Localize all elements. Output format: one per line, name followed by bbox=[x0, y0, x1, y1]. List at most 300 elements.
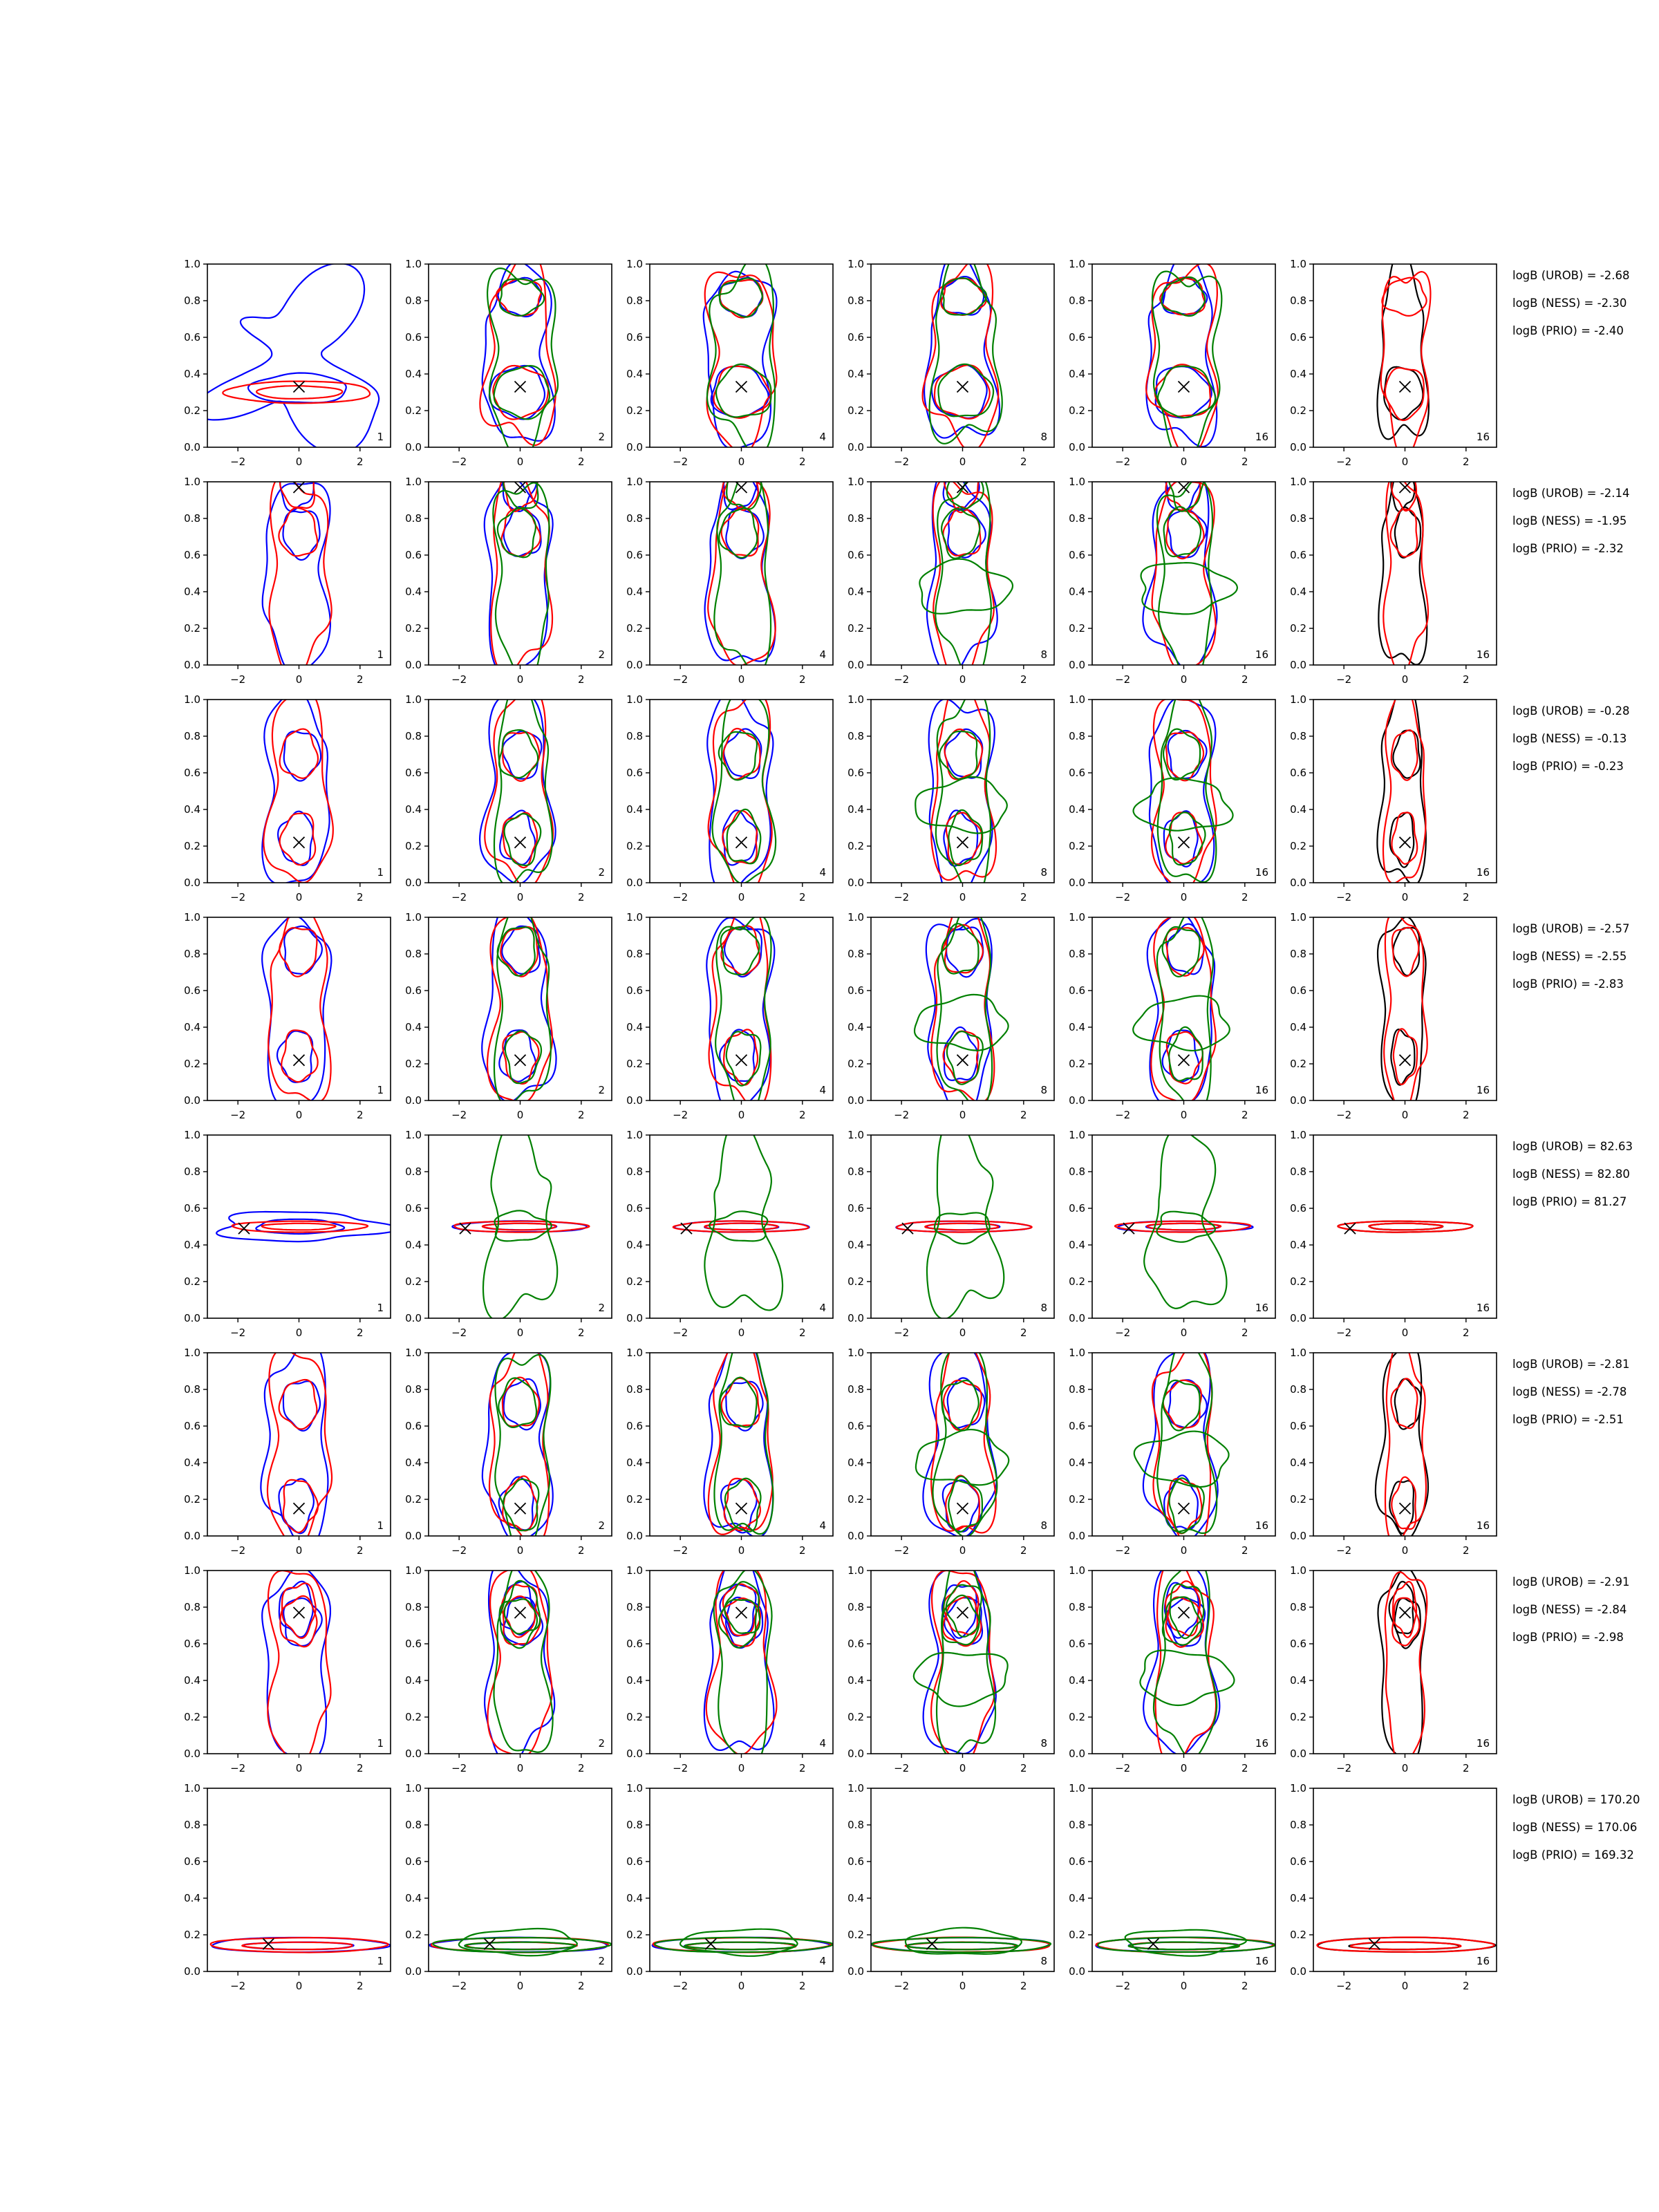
true-value-marker bbox=[957, 1055, 968, 1066]
y-tick-label: 1.0 bbox=[626, 693, 643, 706]
y-tick-label: 1.0 bbox=[1290, 476, 1306, 488]
y-tick-label: 0.0 bbox=[405, 1094, 422, 1107]
logb-ness: logB (NESS) = 170.06 bbox=[1512, 1821, 1638, 1834]
y-tick-label: 0.8 bbox=[847, 948, 864, 960]
contours bbox=[1378, 912, 1427, 1114]
true-value-marker bbox=[736, 1503, 747, 1514]
y-tick-label: 0.6 bbox=[847, 984, 864, 997]
logb-annotations-row-2 bbox=[1512, 487, 1629, 555]
panel-r3-c4 bbox=[847, 681, 1054, 903]
y-tick-label: 0.8 bbox=[405, 294, 422, 307]
contour-line bbox=[499, 730, 538, 778]
logb-urob: logB (UROB) = -2.57 bbox=[1512, 922, 1630, 935]
y-tick-label: 0.4 bbox=[847, 1239, 864, 1251]
contours bbox=[1134, 1339, 1229, 1551]
panel-label: 4 bbox=[819, 1519, 826, 1532]
x-tick-label: 2 bbox=[1241, 1327, 1248, 1339]
y-tick-label: 0.0 bbox=[1290, 1094, 1306, 1107]
x-tick-label: −2 bbox=[230, 891, 246, 903]
contour-line bbox=[923, 258, 999, 451]
contours bbox=[1133, 909, 1230, 1112]
y-tick-label: 1.0 bbox=[1290, 1782, 1306, 1794]
contours bbox=[482, 1339, 553, 1555]
axes-frame bbox=[1092, 700, 1275, 883]
y-tick-label: 0.8 bbox=[1290, 948, 1306, 960]
x-tick-label: 0 bbox=[1180, 1544, 1188, 1557]
panel-label: 16 bbox=[1476, 1084, 1490, 1096]
panel-label: 8 bbox=[1040, 648, 1047, 661]
true-value-marker bbox=[705, 1938, 716, 1949]
true-value-marker bbox=[263, 1938, 274, 1949]
contour-line bbox=[493, 366, 548, 420]
y-tick-label: 0.2 bbox=[847, 840, 864, 852]
y-tick-label: 0.6 bbox=[1290, 767, 1306, 779]
y-tick-label: 0.4 bbox=[1069, 1239, 1085, 1251]
x-tick-label: 2 bbox=[1241, 1762, 1248, 1774]
contour-line bbox=[719, 508, 757, 558]
true-value-marker bbox=[515, 382, 526, 393]
true-value-marker bbox=[957, 382, 968, 393]
true-value-marker bbox=[294, 1503, 305, 1514]
panel-label: 16 bbox=[1476, 648, 1490, 661]
contour-line bbox=[1369, 1224, 1443, 1230]
contours bbox=[482, 901, 556, 1105]
y-tick-label: 0.2 bbox=[847, 404, 864, 417]
x-tick-label: 2 bbox=[578, 673, 585, 686]
axes-frame bbox=[1313, 1135, 1497, 1318]
true-value-marker bbox=[736, 837, 747, 848]
y-tick-label: 0.0 bbox=[847, 877, 864, 889]
x-tick-label: 0 bbox=[1401, 1109, 1409, 1121]
y-tick-label: 1.0 bbox=[626, 1782, 643, 1794]
panel-r7-c5 bbox=[1069, 1557, 1275, 1774]
panel-r4-c6 bbox=[1290, 911, 1497, 1121]
x-tick-label: 0 bbox=[738, 891, 745, 903]
y-tick-label: 0.4 bbox=[405, 1021, 422, 1033]
y-tick-label: 0.0 bbox=[847, 1965, 864, 1978]
true-value-marker bbox=[1147, 1938, 1159, 1949]
true-value-marker bbox=[484, 1938, 495, 1949]
contour-line bbox=[268, 903, 330, 1103]
x-tick-label: 2 bbox=[357, 1762, 364, 1774]
y-tick-label: 0.8 bbox=[184, 1819, 200, 1831]
y-tick-label: 0.0 bbox=[405, 1312, 422, 1324]
contours bbox=[707, 691, 776, 897]
contours bbox=[673, 1120, 809, 1311]
panel-r1-c1 bbox=[184, 258, 391, 468]
panel-label: 2 bbox=[598, 1302, 605, 1314]
y-tick-label: 0.2 bbox=[1069, 840, 1085, 852]
x-tick-label: 2 bbox=[1020, 1109, 1027, 1121]
x-tick-label: −2 bbox=[894, 673, 910, 686]
x-tick-label: 0 bbox=[1180, 1980, 1188, 1992]
y-tick-label: 0.0 bbox=[1290, 1747, 1306, 1760]
x-tick-label: −2 bbox=[1336, 1109, 1352, 1121]
x-tick-label: −2 bbox=[673, 1544, 688, 1557]
y-tick-label: 0.2 bbox=[847, 622, 864, 635]
contours bbox=[480, 681, 556, 888]
x-tick-label: −2 bbox=[1336, 1544, 1352, 1557]
panel-r8-c5 bbox=[1069, 1782, 1275, 1992]
contour-line bbox=[500, 927, 537, 977]
x-tick-label: 0 bbox=[295, 673, 303, 686]
contour-line bbox=[721, 927, 760, 975]
true-value-marker bbox=[1179, 1503, 1190, 1514]
x-tick-label: −2 bbox=[894, 1544, 910, 1557]
panel-r1-c4 bbox=[847, 250, 1054, 468]
y-tick-label: 0.6 bbox=[184, 1202, 200, 1215]
contours bbox=[1376, 1338, 1428, 1545]
y-tick-label: 0.4 bbox=[1069, 585, 1085, 598]
true-value-marker bbox=[957, 1503, 968, 1514]
panel-label: 16 bbox=[1476, 866, 1490, 879]
contours bbox=[194, 263, 379, 453]
y-tick-label: 0.6 bbox=[1069, 984, 1085, 997]
y-tick-label: 0.0 bbox=[847, 659, 864, 671]
true-value-marker bbox=[1400, 1503, 1411, 1514]
y-tick-label: 0.8 bbox=[847, 512, 864, 525]
y-tick-label: 0.4 bbox=[1290, 368, 1306, 380]
panel-label: 8 bbox=[1040, 866, 1047, 879]
panel-label: 1 bbox=[377, 1519, 384, 1532]
panel-r4-c5 bbox=[1069, 909, 1275, 1121]
contour-line bbox=[1394, 1029, 1417, 1085]
y-tick-label: 0.4 bbox=[184, 1674, 200, 1687]
axes-frame bbox=[1313, 1788, 1497, 1971]
contours bbox=[1377, 680, 1425, 885]
contours bbox=[704, 256, 777, 455]
x-tick-label: −2 bbox=[1115, 891, 1131, 903]
x-tick-label: 0 bbox=[738, 673, 745, 686]
panel-label: 1 bbox=[377, 431, 384, 443]
contour-line bbox=[1129, 1942, 1239, 1950]
x-tick-label: 0 bbox=[1401, 456, 1409, 468]
y-tick-label: 0.0 bbox=[1290, 441, 1306, 453]
panel-label: 1 bbox=[377, 866, 384, 879]
panel-label: 8 bbox=[1040, 1737, 1047, 1750]
panel-r8-c1 bbox=[184, 1782, 391, 1992]
panel-r2-c5 bbox=[1069, 456, 1275, 686]
x-tick-label: −2 bbox=[673, 1980, 688, 1992]
x-tick-label: 2 bbox=[578, 1327, 585, 1339]
y-tick-label: 0.8 bbox=[1069, 1601, 1085, 1613]
y-tick-label: 0.2 bbox=[1290, 1929, 1306, 1941]
contours bbox=[1317, 1938, 1495, 1952]
y-tick-label: 0.2 bbox=[626, 404, 643, 417]
axes-frame bbox=[871, 1788, 1054, 1971]
x-tick-label: −2 bbox=[1336, 456, 1352, 468]
panel-r2-c1 bbox=[184, 456, 391, 686]
contours bbox=[923, 250, 1002, 451]
x-tick-label: −2 bbox=[451, 1762, 467, 1774]
contours bbox=[211, 1938, 391, 1953]
y-tick-label: 0.2 bbox=[1290, 622, 1306, 635]
x-tick-label: 2 bbox=[1241, 456, 1248, 468]
true-value-marker bbox=[1400, 1607, 1411, 1618]
axes-frame bbox=[207, 917, 391, 1100]
y-tick-label: 0.8 bbox=[626, 1601, 643, 1613]
y-tick-label: 0.8 bbox=[1290, 1819, 1306, 1831]
x-tick-label: −2 bbox=[230, 456, 246, 468]
x-tick-label: 2 bbox=[1241, 891, 1248, 903]
y-tick-label: 0.6 bbox=[1290, 331, 1306, 344]
logb-prio: logB (PRIO) = -2.83 bbox=[1512, 977, 1624, 991]
x-tick-label: 2 bbox=[1241, 673, 1248, 686]
true-value-marker bbox=[1179, 1607, 1190, 1618]
true-value-marker bbox=[736, 1607, 747, 1618]
logb-urob: logB (UROB) = -0.28 bbox=[1512, 704, 1630, 718]
y-tick-label: 1.0 bbox=[184, 258, 200, 270]
y-tick-label: 0.0 bbox=[847, 441, 864, 453]
x-tick-label: −2 bbox=[894, 1762, 910, 1774]
y-tick-label: 0.8 bbox=[405, 730, 422, 742]
x-tick-label: 2 bbox=[1020, 1327, 1027, 1339]
y-tick-label: 0.0 bbox=[1290, 1965, 1306, 1978]
y-tick-label: 0.2 bbox=[847, 1493, 864, 1506]
x-tick-label: −2 bbox=[1336, 891, 1352, 903]
x-tick-label: 0 bbox=[738, 1762, 745, 1774]
y-tick-label: 0.4 bbox=[626, 368, 643, 380]
x-tick-label: 2 bbox=[799, 1327, 806, 1339]
axes-frame bbox=[1313, 700, 1497, 883]
x-tick-label: −2 bbox=[1115, 1762, 1131, 1774]
true-value-marker bbox=[294, 1055, 305, 1066]
panel-r5-c3 bbox=[626, 1120, 833, 1339]
panel-r3-c6 bbox=[1290, 680, 1497, 903]
x-tick-label: 2 bbox=[1020, 1544, 1027, 1557]
contours bbox=[429, 1929, 611, 1956]
y-tick-label: 0.8 bbox=[847, 1601, 864, 1613]
contour-line bbox=[1383, 687, 1426, 883]
panel-label: 2 bbox=[598, 1519, 605, 1532]
y-tick-label: 0.4 bbox=[405, 585, 422, 598]
x-tick-label: 0 bbox=[516, 1544, 524, 1557]
y-tick-label: 1.0 bbox=[405, 476, 422, 488]
y-tick-label: 0.2 bbox=[1069, 1275, 1085, 1288]
y-tick-label: 0.4 bbox=[184, 1239, 200, 1251]
y-tick-label: 0.8 bbox=[847, 294, 864, 307]
y-tick-label: 1.0 bbox=[626, 1564, 643, 1577]
y-tick-label: 0.6 bbox=[1069, 1855, 1085, 1868]
y-tick-label: 0.4 bbox=[405, 1239, 422, 1251]
y-tick-label: 0.2 bbox=[847, 1711, 864, 1723]
contour-line bbox=[719, 1600, 756, 1647]
y-tick-label: 0.6 bbox=[1290, 549, 1306, 561]
y-tick-label: 0.4 bbox=[626, 1674, 643, 1687]
x-tick-label: −2 bbox=[230, 1762, 246, 1774]
y-tick-label: 1.0 bbox=[1290, 1347, 1306, 1359]
y-tick-label: 0.2 bbox=[626, 1929, 643, 1941]
panel-label: 16 bbox=[1255, 1737, 1268, 1750]
y-tick-label: 0.2 bbox=[184, 1058, 200, 1070]
x-tick-label: 2 bbox=[799, 1980, 806, 1992]
logb-prio: logB (PRIO) = -0.23 bbox=[1512, 760, 1624, 773]
x-tick-label: 0 bbox=[1180, 673, 1188, 686]
contour-line bbox=[1377, 249, 1428, 439]
panel-r8-c3 bbox=[626, 1782, 833, 1992]
y-tick-label: 0.2 bbox=[405, 1929, 422, 1941]
y-tick-label: 0.0 bbox=[405, 659, 422, 671]
x-tick-label: 2 bbox=[1020, 673, 1027, 686]
y-tick-label: 0.8 bbox=[626, 512, 643, 525]
y-tick-label: 1.0 bbox=[405, 1129, 422, 1141]
x-tick-label: −2 bbox=[1115, 1544, 1131, 1557]
y-tick-label: 0.6 bbox=[405, 1202, 422, 1215]
contour-line bbox=[924, 1562, 996, 1754]
y-tick-label: 1.0 bbox=[847, 1347, 864, 1359]
y-tick-label: 1.0 bbox=[405, 1564, 422, 1577]
y-tick-label: 0.2 bbox=[1069, 622, 1085, 635]
x-tick-label: 0 bbox=[1401, 1980, 1409, 1992]
contours bbox=[871, 1928, 1051, 1954]
x-tick-label: 0 bbox=[1401, 891, 1409, 903]
y-tick-label: 0.2 bbox=[1069, 1711, 1085, 1723]
x-tick-label: −2 bbox=[894, 456, 910, 468]
contour-line bbox=[1154, 1559, 1217, 1759]
y-tick-label: 0.2 bbox=[1290, 1711, 1306, 1723]
contours bbox=[706, 901, 774, 1120]
y-tick-label: 1.0 bbox=[626, 258, 643, 270]
y-tick-label: 0.0 bbox=[847, 1747, 864, 1760]
panel-r2-c6 bbox=[1290, 456, 1497, 686]
y-tick-label: 0.0 bbox=[1290, 877, 1306, 889]
y-tick-label: 0.2 bbox=[405, 1493, 422, 1506]
y-tick-label: 0.4 bbox=[1290, 1021, 1306, 1033]
panel-r7-c1 bbox=[184, 1564, 391, 1774]
y-tick-label: 0.0 bbox=[1290, 1312, 1306, 1324]
contour-line bbox=[932, 1346, 997, 1537]
y-tick-label: 0.4 bbox=[184, 1892, 200, 1904]
x-tick-label: 0 bbox=[738, 456, 745, 468]
axes-frame bbox=[650, 264, 833, 447]
x-tick-label: 2 bbox=[799, 1762, 806, 1774]
y-tick-label: 0.8 bbox=[1069, 512, 1085, 525]
y-tick-label: 0.8 bbox=[405, 1601, 422, 1613]
contours bbox=[1338, 1221, 1472, 1232]
y-tick-label: 0.2 bbox=[405, 1058, 422, 1070]
y-tick-label: 0.6 bbox=[626, 767, 643, 779]
y-tick-label: 0.6 bbox=[1069, 549, 1085, 561]
y-tick-label: 0.2 bbox=[184, 1711, 200, 1723]
axes-frame bbox=[429, 1788, 612, 1971]
panel-r7-c3 bbox=[626, 1550, 833, 1774]
x-tick-label: −2 bbox=[1115, 456, 1131, 468]
y-tick-label: 0.8 bbox=[184, 730, 200, 742]
y-tick-label: 1.0 bbox=[1069, 1564, 1085, 1577]
x-tick-label: 2 bbox=[1463, 1327, 1470, 1339]
panel-label: 8 bbox=[1040, 431, 1047, 443]
y-tick-label: 0.2 bbox=[626, 622, 643, 635]
y-tick-label: 1.0 bbox=[1069, 693, 1085, 706]
y-tick-label: 0.0 bbox=[626, 1094, 643, 1107]
panel-label: 2 bbox=[598, 1737, 605, 1750]
y-tick-label: 0.6 bbox=[1290, 1420, 1306, 1432]
y-tick-label: 0.4 bbox=[847, 1021, 864, 1033]
x-tick-label: −2 bbox=[1336, 1980, 1352, 1992]
x-tick-label: 2 bbox=[1241, 1544, 1248, 1557]
panel-r3-c2 bbox=[405, 681, 612, 903]
y-tick-label: 0.8 bbox=[1069, 1165, 1085, 1178]
y-tick-label: 0.8 bbox=[184, 1383, 200, 1396]
y-tick-label: 0.8 bbox=[1290, 1383, 1306, 1396]
logb-prio: logB (PRIO) = -2.40 bbox=[1512, 324, 1624, 337]
y-tick-label: 1.0 bbox=[847, 1782, 864, 1794]
y-tick-label: 0.6 bbox=[1069, 1202, 1085, 1215]
contour-line bbox=[1391, 730, 1418, 780]
contour-line bbox=[242, 1942, 352, 1950]
y-tick-label: 0.8 bbox=[1069, 1819, 1085, 1831]
y-tick-label: 0.0 bbox=[626, 1965, 643, 1978]
contour-line bbox=[915, 995, 1009, 1051]
x-tick-label: 2 bbox=[1463, 673, 1470, 686]
y-tick-label: 0.8 bbox=[847, 1819, 864, 1831]
logb-urob: logB (UROB) = -2.91 bbox=[1512, 1575, 1630, 1588]
y-tick-label: 0.6 bbox=[847, 549, 864, 561]
x-tick-label: 2 bbox=[578, 456, 585, 468]
contours bbox=[653, 1929, 833, 1956]
contour-line bbox=[465, 1942, 574, 1950]
panel-label: 4 bbox=[819, 1084, 826, 1096]
panel-r6-c5 bbox=[1069, 1339, 1275, 1557]
x-tick-label: 2 bbox=[1463, 1544, 1470, 1557]
y-tick-label: 0.0 bbox=[405, 1965, 422, 1978]
y-tick-label: 0.6 bbox=[184, 984, 200, 997]
panel-label: 2 bbox=[598, 866, 605, 879]
contours bbox=[914, 1551, 1008, 1763]
y-tick-label: 1.0 bbox=[184, 1782, 200, 1794]
logb-urob: logB (UROB) = -2.68 bbox=[1512, 269, 1630, 282]
logb-prio: logB (PRIO) = -2.98 bbox=[1512, 1631, 1624, 1644]
x-tick-label: −2 bbox=[1115, 1980, 1131, 1992]
logb-ness: logB (NESS) = -1.95 bbox=[1512, 514, 1627, 527]
logb-urob: logB (UROB) = -2.81 bbox=[1512, 1358, 1630, 1371]
y-tick-label: 0.8 bbox=[1290, 1601, 1306, 1613]
y-tick-label: 0.0 bbox=[626, 659, 643, 671]
logb-annotations-row-5 bbox=[1512, 1140, 1633, 1208]
x-tick-label: 0 bbox=[1401, 1327, 1409, 1339]
y-tick-label: 0.8 bbox=[847, 730, 864, 742]
contour-line bbox=[216, 1212, 398, 1241]
contour-line bbox=[262, 1224, 336, 1230]
axes-frame bbox=[871, 917, 1054, 1100]
y-tick-label: 0.2 bbox=[626, 840, 643, 852]
true-value-marker bbox=[736, 382, 747, 393]
contour-line bbox=[1377, 680, 1425, 885]
panel-r5-c2 bbox=[405, 1120, 612, 1339]
axes-frame bbox=[1313, 917, 1497, 1100]
y-tick-label: 0.2 bbox=[1290, 404, 1306, 417]
contour-line bbox=[946, 928, 983, 977]
y-tick-label: 0.4 bbox=[405, 1456, 422, 1469]
panel-label: 16 bbox=[1255, 431, 1268, 443]
y-tick-label: 0.0 bbox=[626, 877, 643, 889]
panel-label: 16 bbox=[1476, 1737, 1490, 1750]
x-tick-label: 2 bbox=[357, 456, 364, 468]
logb-urob: logB (UROB) = 82.63 bbox=[1512, 1140, 1633, 1153]
y-tick-label: 0.4 bbox=[1290, 1456, 1306, 1469]
x-tick-label: −2 bbox=[673, 1327, 688, 1339]
y-tick-label: 1.0 bbox=[405, 911, 422, 924]
logb-prio: logB (PRIO) = -2.51 bbox=[1512, 1413, 1624, 1426]
y-tick-label: 0.8 bbox=[626, 1383, 643, 1396]
contour-line bbox=[709, 1337, 773, 1535]
x-tick-label: 0 bbox=[1180, 456, 1188, 468]
x-tick-label: −2 bbox=[451, 1327, 467, 1339]
contour-line bbox=[1376, 1342, 1428, 1539]
contours bbox=[1096, 1930, 1275, 1956]
panel-r1-c6 bbox=[1290, 249, 1497, 468]
panel-r7-c2 bbox=[405, 1559, 612, 1774]
